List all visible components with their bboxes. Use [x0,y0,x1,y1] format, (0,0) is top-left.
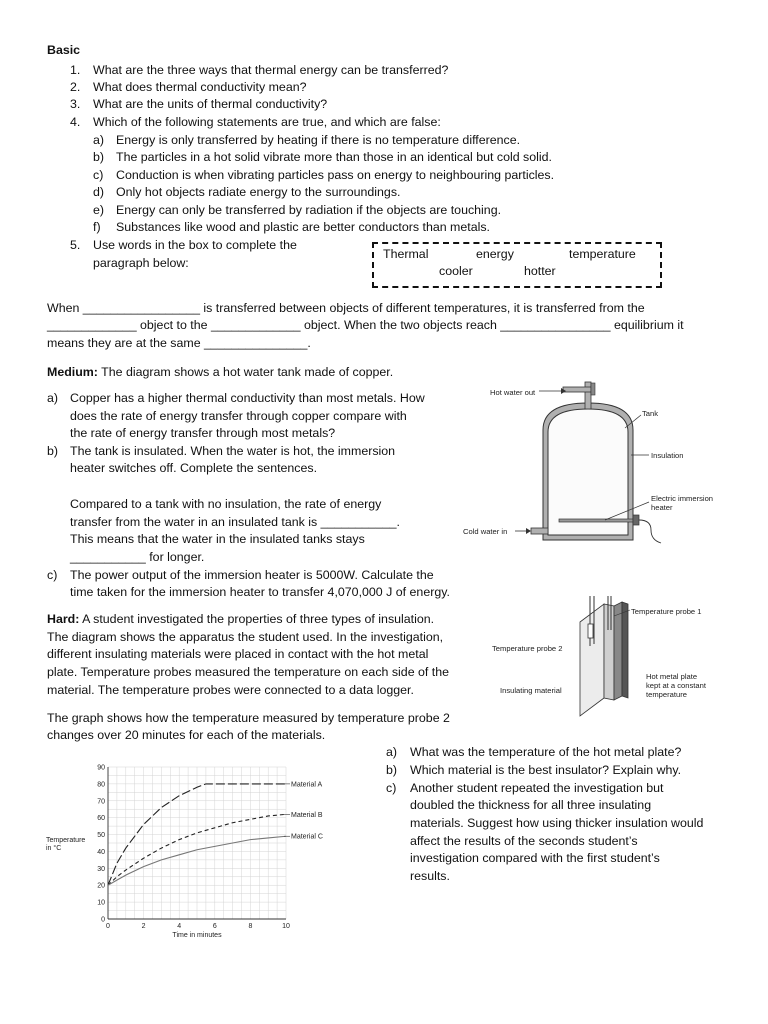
graph-intro-line: The graph shows how the temperature measured by temperature probe 2 [47,711,450,725]
insulating-material-label: Insulating material [500,686,562,695]
x-tick-label: 4 [177,923,182,930]
y-tick-label: 70 [97,798,105,806]
hard-question-text: What was the temperature of the hot metal plate? [410,745,682,759]
part-letter: b) [47,444,59,458]
question-number: 1. [70,63,81,77]
hot-plate-label: Hot metal plate [646,672,698,681]
y-tick-label: 50 [97,832,105,840]
question-number: 4. [70,115,81,129]
question-text: Use words in the box to complete the [93,238,297,252]
question-text: Which of the following statements are true, and which are false: [93,115,441,129]
sentence-line: ___________ for longer. [70,550,205,564]
statement-letter: a) [93,133,105,147]
question-text: What are the three ways that thermal energy can be transferred? [93,63,449,77]
part-text: the rate of energy transfer through most metals? [70,426,336,440]
word-box-word: cooler [439,264,473,278]
basic-heading: Basic [47,43,81,57]
sentence-line: transfer from the water in an insulated tank is ___________. [70,515,400,529]
x-tick-label: 0 [106,923,110,930]
paragraph-line: _____________ object to the _____________ object. When the two objects reach ________________ equilibrium it [47,318,684,332]
statement-letter: b) [93,150,105,164]
hard-label: Hard: [47,612,80,626]
word-box-word: energy [476,247,514,261]
hard-question-text: affect the results of the seconds student’s [410,834,638,848]
question-text: paragraph below: [93,256,189,270]
graph-intro-line: changes over 20 minutes for each of the materials. [47,728,326,742]
sentence-line: This means that the water in the insulated tanks stays [70,532,365,546]
hard-question-text: Which material is the best insulator? Explain why. [410,763,682,777]
word-box-word: temperature [569,247,636,261]
x-tick-label: 8 [248,923,253,930]
y-tick-label: 0 [101,916,105,924]
question-text: What are the units of thermal conductivity? [93,97,328,111]
y-tick-label: 30 [97,865,105,873]
hard-question-letter: b) [386,763,398,777]
y-axis-label: in °C [46,845,62,852]
statement-letter: d) [93,185,105,199]
x-tick-label: 6 [212,923,217,930]
y-axis-label: Temperature [46,837,86,844]
series-label: Material B [291,811,323,819]
part-text: heater switches off. Complete the sentences. [70,461,318,475]
series-label: Material A [291,781,323,789]
statement-text: Only hot objects radiate energy to the surroundings. [116,185,401,199]
hard-question-text: materials. Suggest how using thicker insulation would [410,816,704,830]
part-text: does the rate of energy transfer through copper compare with [70,409,407,423]
hard-intro-line: material. The temperature probes were connected to a data logger. [47,683,414,697]
part-text: Copper has a higher thermal conductivity than most metals. How [70,391,425,405]
statement-text: Conduction is when vibrating particles pass on energy to neighbouring particles. [116,168,555,182]
question-text: What does thermal conductivity mean? [93,80,307,94]
paragraph-line: When _________________ is transferred between objects of different temperatures, it is transferred from the [47,301,645,315]
medium-label: Medium: [47,365,98,379]
y-tick-label: 60 [97,815,105,823]
statement-text: Energy is only transferred by heating if there is no temperature difference. [116,133,521,147]
part-text: time taken for the immersion heater to transfer 4,070,000 J of energy. [70,585,450,599]
x-tick-label: 2 [141,923,146,930]
hard-question-text: results. [410,869,450,883]
hot-plate-label: kept at a constant [646,681,706,690]
x-axis-label: Time in minutes [172,932,222,939]
hard-intro-line: The diagram shows the apparatus the student used. In the investigation, [47,630,444,644]
hot-plate-label: temperature [646,690,687,699]
tank-label: Tank [642,409,659,418]
question-number: 5. [70,238,81,252]
y-tick-label: 40 [97,848,105,856]
cold-water-in-label: Cold water in [463,527,508,536]
probe2-label: Temperature probe 2 [492,644,563,653]
part-letter: c) [47,568,58,582]
medium-intro: The diagram shows a hot water tank made of copper. [101,365,394,379]
statement-text: Substances like wood and plastic are better conductors than metals. [116,220,490,234]
word-box-word: Thermal [383,247,429,261]
hard-question-text: doubled the thickness for all three insulating [410,798,652,812]
part-text: The tank is insulated. When the water is hot, the immersion [70,444,396,458]
y-tick-label: 10 [97,899,105,907]
probe1-label: Temperature probe 1 [631,607,702,616]
sentence-line: Compared to a tank with no insulation, the rate of energy [70,497,382,511]
question-number: 2. [70,80,81,94]
hard-question-text: Another student repeated the investigation but [410,781,664,795]
word-box-word: hotter [524,264,556,278]
statement-letter: e) [93,203,105,217]
temperature-graph [40,755,340,945]
hard-question-letter: c) [386,781,397,795]
insulation-label: Insulation [651,451,684,460]
part-text: The power output of the immersion heater is 5000W. Calculate the [70,568,434,582]
part-letter: a) [47,391,59,405]
y-tick-label: 90 [97,764,105,772]
series-label: Material C [291,833,323,841]
statement-text: The particles in a hot solid vibrate more than those in an identical but cold solid. [116,150,552,164]
statement-letter: c) [93,168,104,182]
x-tick-label: 10 [282,923,290,930]
hot-water-out-label: Hot water out [490,388,536,397]
statement-text: Energy can only be transferred by radiation if the objects are touching. [116,203,502,217]
hard-intro-line: different insulating materials were placed in contact with the hot metal [47,647,429,661]
question-number: 3. [70,97,81,111]
hard-question-letter: a) [386,745,398,759]
y-tick-label: 80 [97,781,105,789]
paragraph-line: means they are at the same _______________. [47,336,311,350]
y-tick-label: 20 [97,882,105,890]
hard-intro-line: plate. Temperature probes measured the temperature on each side of the [47,665,450,679]
hard-intro-line: A student investigated the properties of three types of insulation. [82,612,435,626]
heater-label: Electric immersion [651,494,714,503]
heater-label: heater [651,503,673,512]
statement-letter: f) [93,220,101,234]
hard-question-text: investigation compared with the first student’s [410,851,660,865]
